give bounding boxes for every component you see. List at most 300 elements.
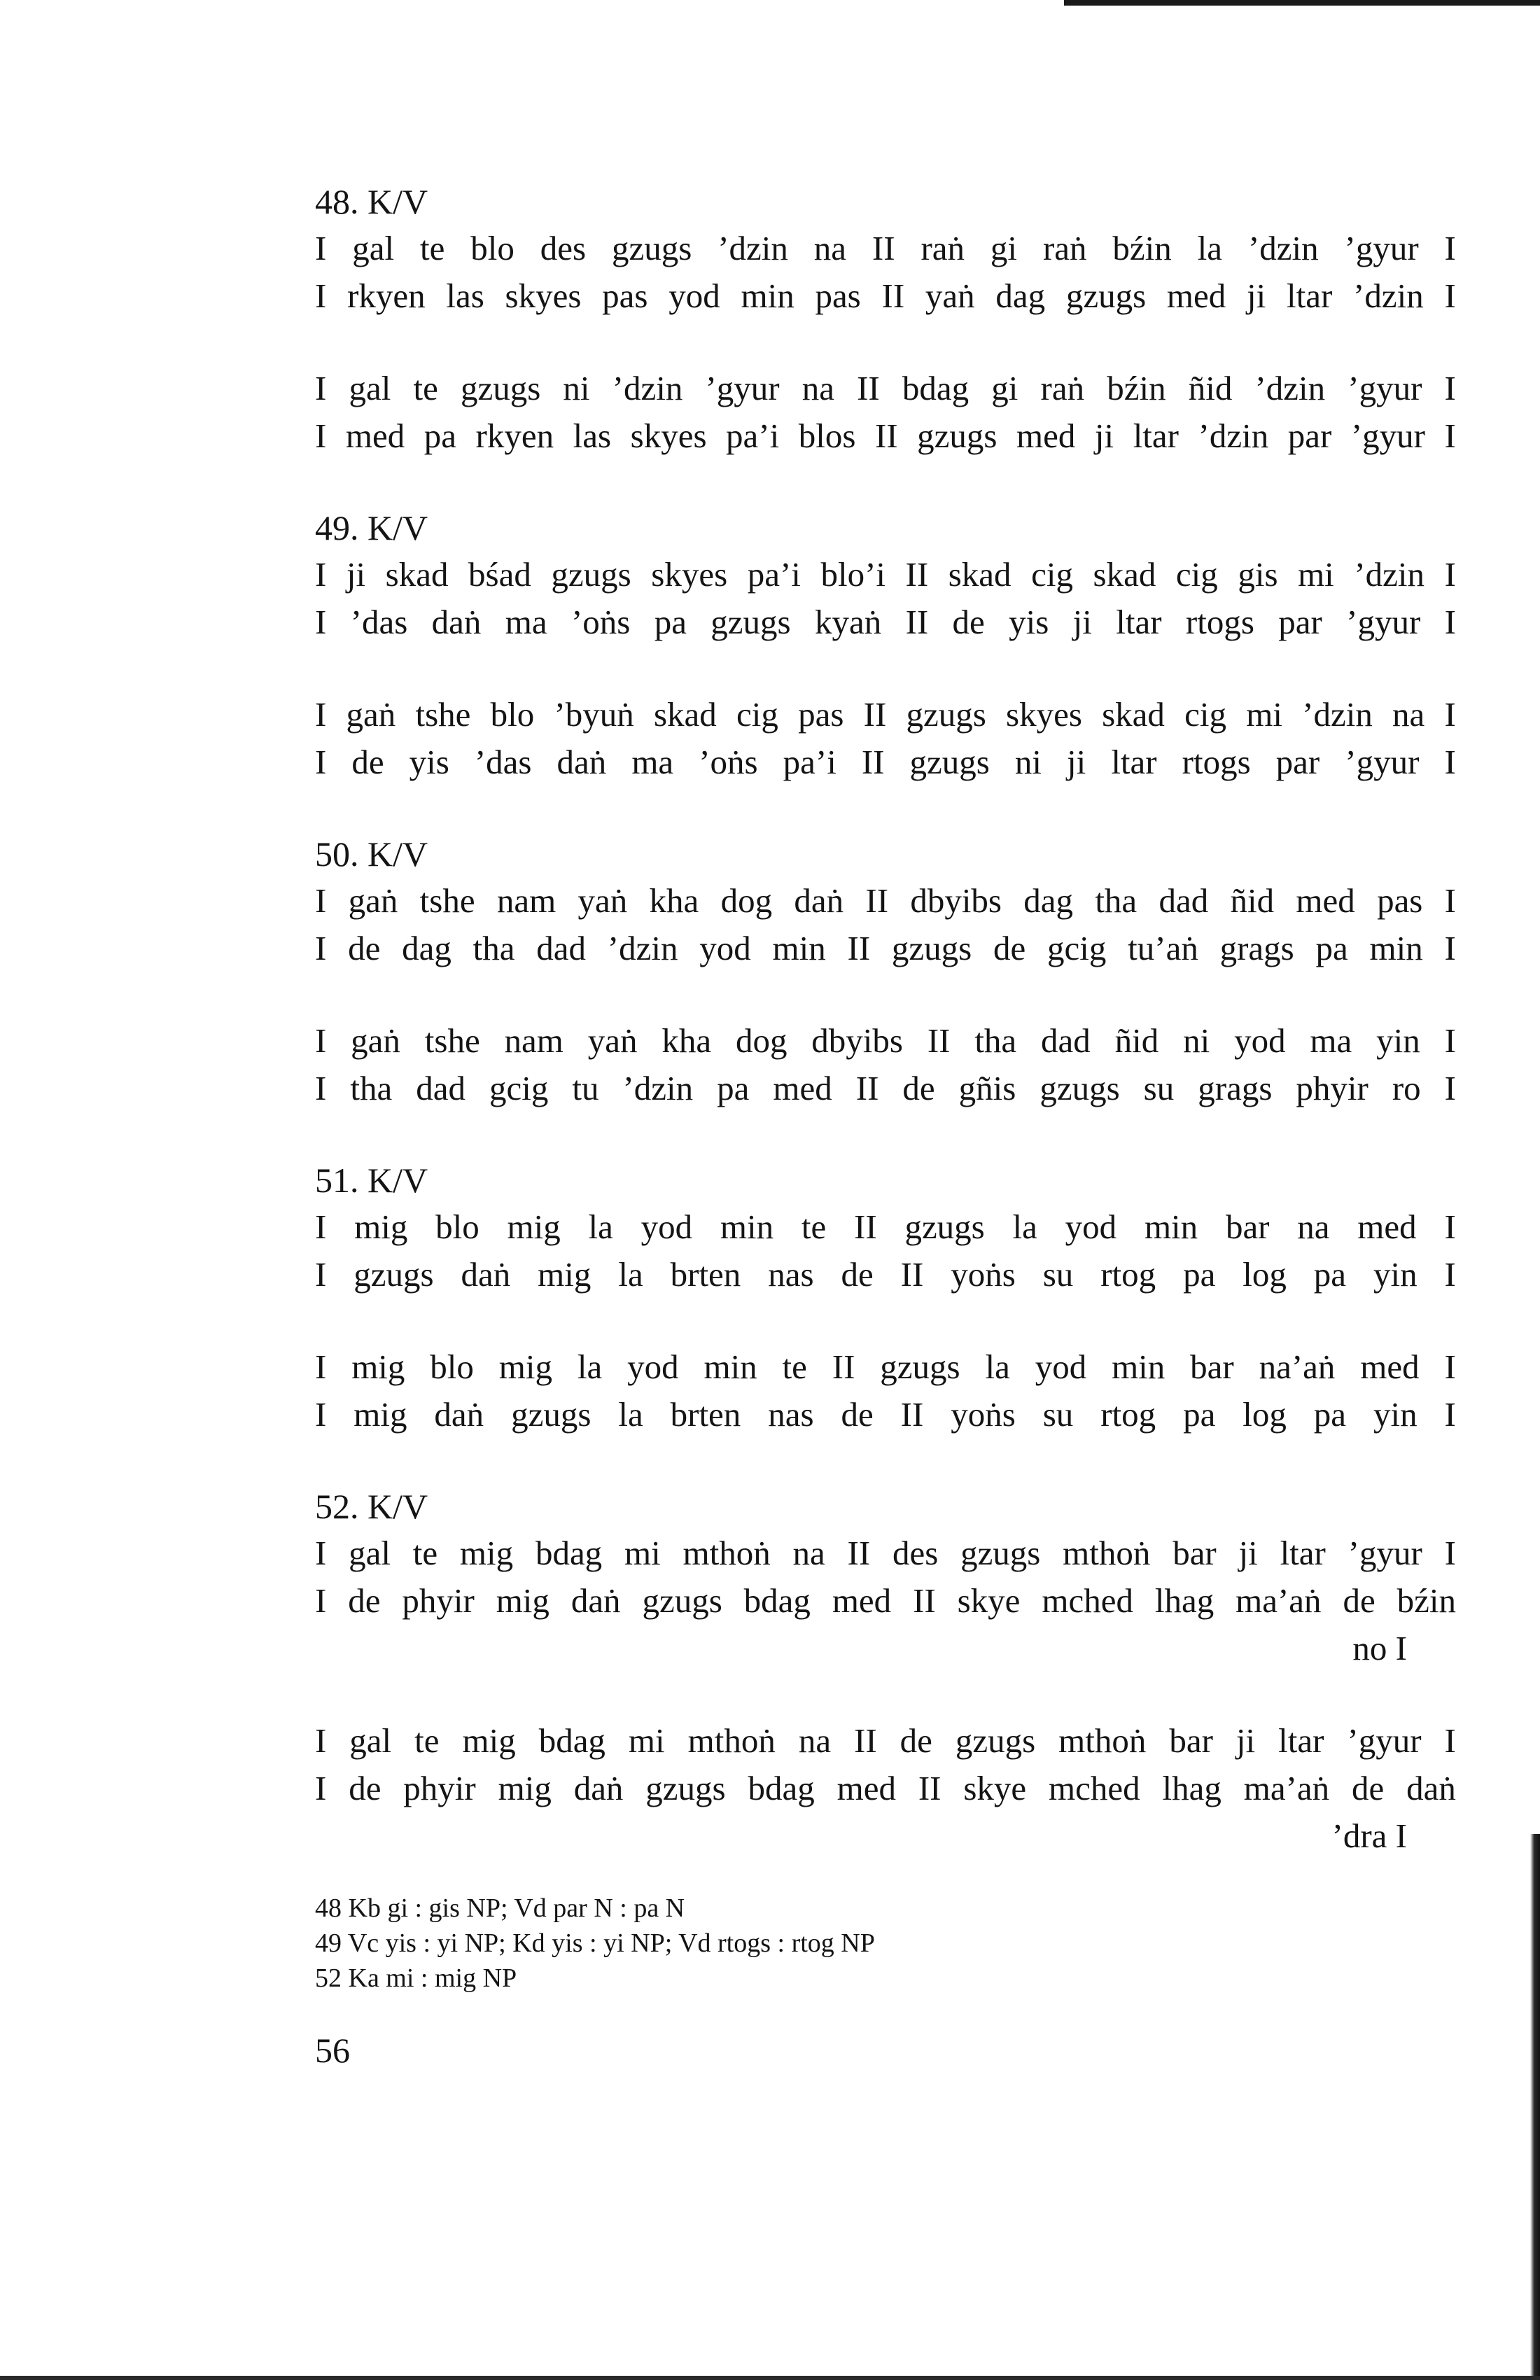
verse-word: daṅ: [434, 1395, 484, 1434]
verse-line: [315, 1203, 1456, 1251]
verse-word: I: [315, 416, 327, 455]
verse-word: ’dzin: [1302, 695, 1373, 734]
verse-word: gzugs: [891, 929, 972, 967]
verse-word: daṅ: [570, 1581, 621, 1620]
verse-word: ji: [1236, 1721, 1256, 1760]
verse-word: skyes: [505, 276, 582, 315]
verse-word: II: [855, 1069, 879, 1107]
verse-word: la: [985, 1348, 1010, 1386]
verse-word: I: [1444, 929, 1456, 967]
verse-word: blo: [470, 229, 514, 267]
verse-word: na: [802, 369, 834, 407]
verse-word: I: [1444, 1395, 1456, 1434]
verse-word: ’dzin: [1354, 555, 1425, 594]
verse-word: log: [1242, 1395, 1287, 1434]
verse-word: de: [952, 603, 985, 641]
verse-word: skye: [963, 1769, 1027, 1807]
apparatus-note: 48 Kb gi : gis NP; Vd par N : pa N: [315, 1893, 685, 1923]
verse-section-48: [315, 178, 1456, 460]
verse-word: I: [315, 369, 327, 407]
verse-word: II: [900, 1395, 924, 1434]
verse-word: ’oṅs: [570, 603, 631, 641]
verse-word: gzugs: [1065, 276, 1147, 315]
verse-word: yod: [627, 1348, 679, 1386]
verse-word: gzugs: [460, 369, 541, 407]
verse-word: bar: [1172, 1534, 1217, 1572]
verse-word: med: [1016, 416, 1076, 455]
verse-word: gzugs: [611, 229, 692, 267]
verse-line: [315, 1343, 1456, 1391]
verse-word: I: [315, 1769, 327, 1807]
page-edge-shadow: [1530, 1834, 1540, 2380]
verse-k: [315, 225, 1456, 320]
verse-word: ltar: [1280, 1534, 1326, 1572]
verse-word: gaṅ: [346, 695, 396, 734]
verse-line: [315, 1765, 1456, 1812]
verse-line: [315, 1391, 1456, 1438]
verse-word: I: [1444, 603, 1456, 641]
verse-word: I: [1444, 1721, 1456, 1760]
verse-word: daṅ: [1406, 1769, 1456, 1807]
verse-word: na: [1297, 1208, 1330, 1246]
verse-word: yaṅ: [587, 1021, 638, 1060]
verse-word: mig: [351, 1348, 405, 1386]
verse-word: rkyen: [475, 416, 554, 455]
verse-word: skad: [948, 555, 1011, 594]
verse-word: tu’aṅ: [1128, 929, 1198, 967]
verse-word: la: [618, 1255, 643, 1294]
verse-word: mig: [498, 1348, 552, 1386]
verse-word: skad: [385, 555, 449, 594]
verse-word: de: [1352, 1769, 1385, 1807]
verse-word: dad: [536, 929, 587, 967]
verse-word: mig: [507, 1208, 561, 1246]
verse-word: I: [1444, 416, 1456, 455]
verse-word: ’gyur: [1347, 1721, 1422, 1760]
verse-word: de: [348, 929, 381, 967]
verse-line: [315, 1017, 1456, 1065]
verse-word: I: [1444, 369, 1456, 407]
verse-word: I: [315, 1721, 327, 1760]
verse-word: II: [905, 603, 929, 641]
verse-word: ji: [1094, 416, 1114, 455]
verse-word: lhag: [1154, 1581, 1214, 1620]
verse-word: la: [588, 1208, 613, 1246]
verse-word: II: [847, 929, 871, 967]
apparatus-note: 52 Ka mi : mig NP: [315, 1963, 517, 1993]
verse-word: gzugs: [909, 743, 990, 781]
verse-word: I: [315, 881, 327, 920]
verse-word: daṅ: [573, 1769, 624, 1807]
verse-word: pas: [798, 695, 844, 734]
verse-word: ni: [563, 369, 590, 407]
verse-word: la: [1012, 1208, 1037, 1246]
verse-word: skye: [957, 1581, 1021, 1620]
apparatus-note: 49 Vc yis : yi NP; Kd yis : yi NP; Vd rtogs : rtog NP: [315, 1928, 875, 1958]
verse-word: med: [836, 1769, 896, 1807]
verse-word: yod: [640, 1208, 693, 1246]
verse-word: cig: [1175, 555, 1218, 594]
verse-word: te: [782, 1348, 807, 1386]
verse-word: na’aṅ: [1259, 1348, 1336, 1386]
verse-word: pas: [602, 276, 648, 315]
verse-word: log: [1242, 1255, 1287, 1294]
verse-word: bdag: [748, 1769, 815, 1807]
verse-line: [315, 1065, 1456, 1112]
verse-word: ltar: [1278, 1721, 1324, 1760]
verse-word: te: [419, 229, 445, 267]
verse-word: phyir: [402, 1581, 475, 1620]
verse-word: gi: [991, 369, 1018, 407]
verse-word: gis: [1238, 555, 1278, 594]
verse-word: mthoṅ: [687, 1721, 776, 1760]
verse-word: nam: [496, 881, 556, 920]
verse-word: gcig: [489, 1069, 549, 1107]
verse-word: gzugs: [904, 1208, 985, 1246]
verse-word: de: [841, 1395, 874, 1434]
verse-word: de: [348, 1581, 381, 1620]
verse-word: gzugs: [645, 1769, 726, 1807]
verse-word: II: [847, 1534, 871, 1572]
verse-word: pa: [717, 1069, 750, 1107]
verse-word: blos: [798, 416, 856, 455]
verse-word: la: [577, 1348, 603, 1386]
verse-word: gal: [352, 229, 395, 267]
verse-word: I: [1444, 1021, 1456, 1060]
verse-word: I: [315, 1208, 327, 1246]
verse-word: I: [315, 1069, 327, 1107]
verse-word: raṅ: [920, 229, 965, 267]
verse-word: ñid: [1114, 1021, 1159, 1060]
verse-word: daṅ: [431, 603, 482, 641]
verse-word: II: [832, 1348, 855, 1386]
verse-word: II: [865, 881, 889, 920]
verse-line-continuation: ’dra I: [1331, 1816, 1407, 1855]
verse-k: [315, 877, 1456, 972]
verse-word: mig: [462, 1721, 516, 1760]
verse-word: lhag: [1162, 1769, 1222, 1807]
verse-word: na: [792, 1534, 825, 1572]
verse-word: II: [863, 695, 887, 734]
verse-word: ’dzin: [1254, 369, 1326, 407]
verse-word: yis: [409, 743, 449, 781]
verse-word: tha: [1095, 881, 1138, 920]
verse-word: cig: [1031, 555, 1073, 594]
verse-k: [315, 551, 1456, 646]
verse-word: skyes: [1006, 695, 1082, 734]
verse-word: II: [918, 1769, 941, 1807]
verse-word: ji: [1067, 743, 1086, 781]
verse-word: te: [801, 1208, 827, 1246]
verse-word: yin: [1376, 1021, 1420, 1060]
verse-word: ni: [1183, 1021, 1210, 1060]
verse-word: gzugs: [642, 1581, 722, 1620]
verse-word: I: [315, 276, 327, 315]
verse-line: [315, 598, 1456, 646]
bottom-edge: [0, 2376, 1540, 2380]
verse-line: [315, 877, 1456, 925]
verse-word: II: [872, 229, 895, 267]
verse-k: [315, 1203, 1456, 1298]
verse-word: pa’i: [747, 555, 801, 594]
verse-word: gal: [349, 1534, 391, 1572]
verse-word: pas: [1377, 881, 1423, 920]
verse-word: gaṅ: [351, 1021, 400, 1060]
verse-word: yaṅ: [925, 276, 975, 315]
verse-word: ñid: [1188, 369, 1233, 407]
verse-word: I: [315, 1581, 327, 1620]
verse-word: raṅ: [1040, 369, 1085, 407]
verse-word: ma: [631, 743, 674, 781]
verse-word: ro: [1392, 1069, 1421, 1107]
verse-word: pas: [815, 276, 861, 315]
verse-word: tshe: [415, 695, 471, 734]
verse-word: I: [315, 929, 327, 967]
verse-word: mi: [624, 1534, 661, 1572]
verse-word: rtog: [1100, 1395, 1156, 1434]
verse-word: I: [1444, 695, 1456, 734]
verse-word: ltar: [1116, 603, 1162, 641]
verse-word: rtog: [1100, 1255, 1156, 1294]
verse-line: [315, 1530, 1456, 1577]
verse-word: su: [1042, 1255, 1074, 1294]
verse-word: ’oṅs: [699, 743, 758, 781]
verse-word: de: [902, 1069, 935, 1107]
section-heading: 52. K/V: [315, 1487, 428, 1526]
verse-section-52: [315, 1483, 1456, 1860]
verse-word: yod: [668, 276, 720, 315]
verse-word: dog: [720, 881, 773, 920]
verse-word: yis: [1009, 603, 1049, 641]
verse-word: gal: [349, 1721, 392, 1760]
verse-word: na: [798, 1721, 832, 1760]
verse-word: I: [315, 229, 327, 267]
verse-word: skad: [653, 695, 717, 734]
verse-word: la: [1197, 229, 1223, 267]
verse-word: par: [1278, 603, 1322, 641]
verse-v: [315, 691, 1456, 786]
verse-word: I: [1444, 229, 1456, 267]
verse-line: [315, 1251, 1456, 1298]
verse-word: I: [1444, 555, 1456, 594]
verse-word: II: [927, 1021, 951, 1060]
verse-line-continuation: no I: [1352, 1629, 1407, 1667]
verse-word: ’gyur: [1350, 416, 1425, 455]
section-heading: 51. K/V: [315, 1161, 428, 1200]
verse-word: yoṅs: [951, 1255, 1016, 1294]
verse-word: I: [1444, 1208, 1456, 1246]
verse-word: I: [1444, 1255, 1456, 1294]
top-rule: [1064, 0, 1540, 6]
verse-word: yaṅ: [578, 881, 628, 920]
verse-word: med: [345, 416, 405, 455]
verse-word: pa: [1183, 1395, 1216, 1434]
verse-word: mi: [1246, 695, 1282, 734]
verse-word: dad: [416, 1069, 465, 1107]
verse-word: ltar: [1111, 743, 1157, 781]
verse-word: cig: [736, 695, 778, 734]
verse-word: yod: [1234, 1021, 1286, 1060]
verse-word: nam: [504, 1021, 564, 1060]
verse-word: blo: [430, 1348, 474, 1386]
page-body: [315, 178, 1456, 2071]
verse-word: la: [618, 1395, 643, 1434]
verse-word: med: [773, 1069, 832, 1107]
verse-word: te: [412, 1534, 438, 1572]
verse-word: ’gyur: [1346, 603, 1421, 641]
verse-word: tha: [350, 1069, 393, 1107]
verse-word: par: [1287, 416, 1332, 455]
verse-word: kha: [649, 881, 699, 920]
verse-word: rtogs: [1185, 603, 1254, 641]
verse-word: min: [772, 929, 826, 967]
verse-word: de: [899, 1721, 932, 1760]
verse-word: kyaṅ: [814, 603, 882, 641]
verse-word: skyes: [651, 555, 728, 594]
verse-word: mched: [1042, 1581, 1133, 1620]
verse-word: pa: [424, 416, 457, 455]
verse-word: tha: [472, 929, 515, 967]
verse-word: grags: [1219, 929, 1294, 967]
verse-word: ji: [1238, 1534, 1258, 1572]
verse-word: ’das: [474, 743, 532, 781]
verse-word: pa’i: [726, 416, 780, 455]
verse-word: bźin: [1112, 229, 1172, 267]
section-heading: 50. K/V: [315, 834, 428, 874]
verse-word: phyir: [1296, 1069, 1368, 1107]
verse-line: [315, 691, 1456, 738]
verse-word: gi: [990, 229, 1018, 267]
verse-word: cig: [1184, 695, 1226, 734]
verse-word: I: [1444, 881, 1456, 920]
verse-word: skad: [1102, 695, 1165, 734]
verse-word: brten: [670, 1395, 741, 1434]
verse-word: I: [315, 1348, 327, 1386]
verse-word: ’gyur: [705, 369, 780, 407]
verse-word: ma’aṅ: [1243, 1769, 1330, 1807]
verse-word: ma’aṅ: [1236, 1581, 1322, 1620]
verse-word: mthoṅ: [1063, 1534, 1151, 1572]
verse-word: gzugs: [1040, 1069, 1120, 1107]
verse-v: [315, 1343, 1456, 1438]
verse-section-49: [315, 505, 1456, 786]
verse-word: dog: [735, 1021, 788, 1060]
verse-word: de: [1343, 1581, 1376, 1620]
verse-word: ’byuṅ: [554, 695, 634, 734]
verse-word: daṅ: [461, 1255, 511, 1294]
verse-word: ma: [505, 603, 547, 641]
verse-word: ’dzin: [718, 229, 788, 267]
verse-word: dag: [995, 276, 1046, 315]
section-heading: 49. K/V: [315, 508, 428, 547]
verse-word: gzugs: [955, 1721, 1036, 1760]
verse-section-51: [315, 1157, 1456, 1438]
verse-word: gzugs: [551, 555, 631, 594]
verse-word: gzugs: [511, 1395, 592, 1434]
verse-line: [315, 738, 1456, 786]
verse-word: su: [1143, 1069, 1175, 1107]
verse-word: pa: [1313, 1255, 1347, 1294]
verse-line: [315, 272, 1456, 320]
verse-word: gzugs: [354, 1255, 434, 1294]
verse-word: II: [913, 1581, 936, 1620]
verse-word: rkyen: [347, 276, 426, 315]
verse-line: [315, 1577, 1456, 1625]
verse-word: bdag: [535, 1534, 603, 1572]
verse-word: daṅ: [794, 881, 844, 920]
verse-word: bśad: [468, 555, 531, 594]
verse-word: ji: [1247, 276, 1266, 315]
verse-word: kha: [662, 1021, 712, 1060]
verse-word: II: [854, 1208, 877, 1246]
verse-word: gal: [349, 369, 391, 407]
verse-word: mig: [459, 1534, 514, 1572]
verse-line: [315, 225, 1456, 272]
verse-word: min: [1144, 1208, 1198, 1246]
verse-word: ’dzin: [622, 1069, 694, 1107]
verse-word: te: [413, 369, 438, 407]
verse-word: ji: [1072, 603, 1092, 641]
verse-word: ñid: [1230, 881, 1275, 920]
verse-word: I: [315, 1021, 327, 1060]
verse-section-50: [315, 831, 1456, 1112]
verse-k: [315, 1530, 1456, 1672]
verse-word: ’dzin: [1353, 276, 1424, 315]
verse-word: bar: [1225, 1208, 1270, 1246]
verse-word: par: [1275, 743, 1320, 781]
verse-word: ’dzin: [1247, 229, 1319, 267]
verse-word: mched: [1049, 1769, 1140, 1807]
verse-word: daṅ: [556, 743, 607, 781]
verse-word: gzugs: [960, 1534, 1041, 1572]
verse-word: mig: [498, 1769, 552, 1807]
section-heading: 48. K/V: [315, 182, 428, 221]
verse-word: ’das: [350, 603, 408, 641]
verse-word: na: [813, 229, 847, 267]
verse-word: las: [446, 276, 484, 315]
verse-word: I: [1444, 276, 1456, 315]
verse-word: skad: [1093, 555, 1156, 594]
verse-word: mig: [354, 1395, 407, 1434]
verse-word: de: [351, 743, 384, 781]
verse-word: min: [1112, 1348, 1166, 1386]
verse-word: I: [315, 555, 327, 594]
verse-word: gzugs: [880, 1348, 960, 1386]
verse-line: [315, 365, 1456, 412]
verse-word: I: [1444, 743, 1456, 781]
verse-word: bdag: [538, 1721, 606, 1760]
verse-word: med: [1357, 1208, 1417, 1246]
verse-word: pa’i: [783, 743, 836, 781]
verse-word: nas: [768, 1255, 814, 1294]
verse-word: med: [832, 1581, 892, 1620]
verse-word: ’dzin: [1198, 416, 1269, 455]
verse-word: med: [1296, 881, 1355, 920]
verse-word: mig: [496, 1581, 550, 1620]
verse-word: des: [540, 229, 587, 267]
verse-word: II: [881, 276, 905, 315]
verse-word: tshe: [424, 1021, 480, 1060]
verse-word: skyes: [630, 416, 707, 455]
verse-word: nas: [768, 1395, 814, 1434]
verse-word: min: [704, 1348, 757, 1386]
verse-word: mthoṅ: [682, 1534, 771, 1572]
verse-word: brten: [670, 1255, 741, 1294]
verse-word: gaṅ: [348, 881, 398, 920]
verse-word: dad: [1158, 881, 1209, 920]
verse-word: I: [315, 695, 327, 734]
verse-word: pa: [1313, 1395, 1347, 1434]
